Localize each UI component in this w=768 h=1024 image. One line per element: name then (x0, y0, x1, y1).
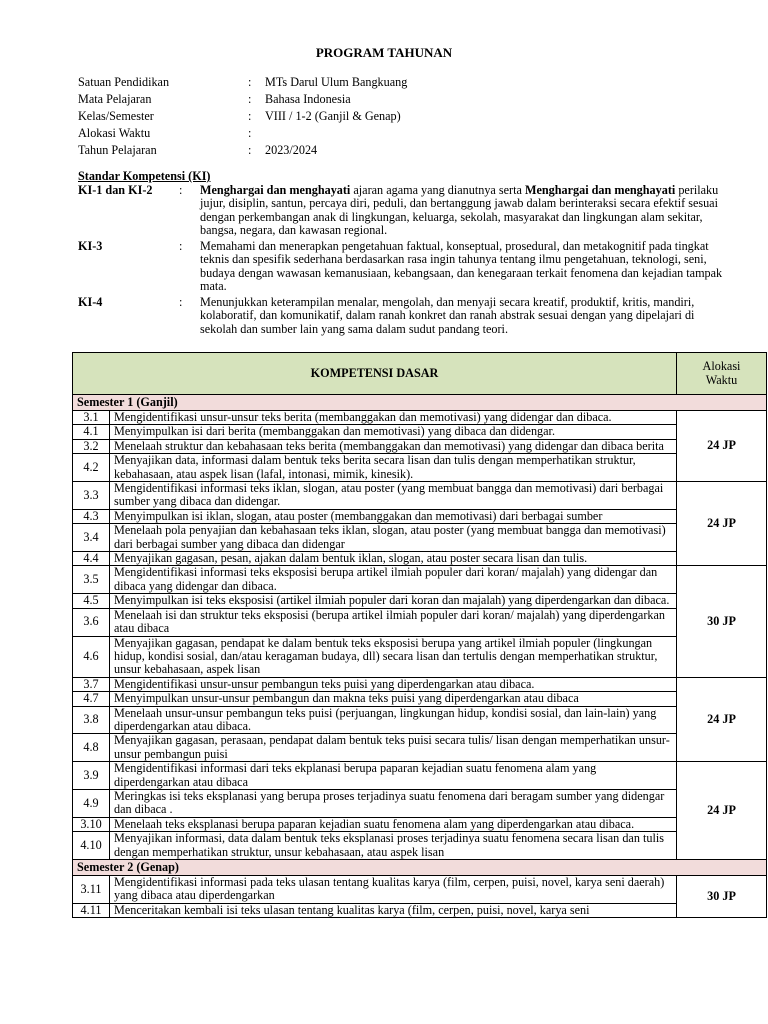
kd-number: 4.11 (73, 903, 110, 917)
table-row (73, 482, 767, 510)
table-row (73, 876, 767, 904)
colon: : (179, 239, 183, 253)
kd-description: Menelaah pola penyajian dan kebahasaan teks iklan, slogan, atau poster (yang membuat bangga dan memotivasi) dari berbagai sumber yang dibaca dan didengar (110, 524, 677, 552)
kd-description: Mengidentifikasi informasi dari teks ekplanasi berupa paparan kejadian suatu fenomena alam yang diperdengarkan atau dibaca (110, 762, 677, 790)
kd-number: 3.10 (73, 817, 110, 831)
kd-description: Menyimpulkan isi iklan, slogan, atau poster (membanggakan dan memotivasi) dari berbagai sumber (110, 509, 677, 523)
semester-row (73, 860, 767, 876)
colon: : (248, 109, 252, 123)
identity-value: Bahasa Indonesia (265, 92, 351, 106)
identity-row (78, 108, 407, 125)
identity-row (78, 91, 407, 108)
colon: : (248, 143, 252, 157)
kd-number: 3.7 (73, 677, 110, 691)
kd-description: Meringkas isi teks eksplanasi yang berupa proses terjadinya suatu fenomena dari beragam sumber yang didengar dan dibaca . (110, 789, 677, 817)
kd-number: 3.9 (73, 762, 110, 790)
identity-row (78, 125, 407, 142)
kd-number: 4.7 (73, 692, 110, 706)
colon: : (248, 75, 252, 89)
kd-description: Menelaah struktur dan kebahasaan teks berita (membanggakan dan memotivasi) yang didengar dan dibaca berita (110, 439, 677, 453)
table-row (73, 636, 767, 677)
table-row (73, 762, 767, 790)
identity-label: Mata Pelajaran (78, 92, 152, 106)
semester-row (73, 395, 767, 411)
ki-text (200, 184, 728, 238)
kd-number: 3.3 (73, 482, 110, 510)
identity-value: VIII / 1-2 (Ganjil & Genap) (265, 109, 401, 123)
colon: : (179, 295, 183, 309)
table-row (73, 789, 767, 817)
table-row (73, 817, 767, 831)
table-row (73, 903, 767, 917)
kd-number: 4.9 (73, 789, 110, 817)
kd-description: Menyajikan gagasan, pendapat ke dalam bentuk teks eksposisi berupa yang artikel ilmiah populer (lingkungan hidup, kondisi sosial, dan/atau keragaman budaya, dll) secara lisan dan tertulis dengan memperhatikan struktur, unsur kebahasaan, aspek lisan (110, 636, 677, 677)
table-row (73, 677, 767, 691)
ki-3 (78, 240, 728, 294)
kd-description: Menyimpulkan isi teks eksposisi (artikel ilmiah populer dari koran dan majalah) yang diperdengarkan dan dibaca. (110, 594, 677, 608)
table-row (73, 608, 767, 636)
kd-description: Mengidentifikasi informasi pada teks ulasan tentang kualitas karya (film, cerpen, puisi, novel, karya seni daerah) yang dibaca atau diperdengarkan (110, 876, 677, 904)
semester-label: Semester 2 (Genap) (73, 860, 767, 876)
ki-heading: Standar Kompetensi (KI) (78, 169, 211, 183)
kd-number: 3.1 (73, 411, 110, 425)
page-title: PROGRAM TAHUNAN (315, 45, 453, 60)
colon: : (248, 126, 252, 140)
table-row (73, 692, 767, 706)
header-alloc: Alokasi Waktu (677, 353, 767, 395)
kd-number: 3.4 (73, 524, 110, 552)
kd-number: 4.5 (73, 594, 110, 608)
colon: : (179, 183, 183, 197)
table-body (73, 395, 767, 918)
ki-label: KI-3 (78, 239, 103, 253)
table-header-row (73, 353, 767, 395)
alloc-value: 24 JP (677, 762, 767, 860)
kd-number: 3.8 (73, 706, 110, 734)
table-row (73, 425, 767, 439)
ki-label: KI-4 (78, 295, 103, 309)
kd-description: Mengidentifikasi informasi teks iklan, slogan, atau poster (yang membuat bangga dan memotivasi) dari berbagai sumber yang dibaca dan didengar. (110, 482, 677, 510)
identity-label: Alokasi Waktu (78, 126, 151, 140)
identity-label: Tahun Pelajaran (78, 143, 157, 157)
ki-text: Menunjukkan keterampilan menalar, mengolah, dan menyaji secara kreatif, produktif, kritis, mandiri, kolaboratif, dan komunikatif, dalam ranah konkret dan ranah abstrak sesuai dengan yang dipelajari di sekolah dan sumber lain yang sama dalam sudut pandang teori. (200, 295, 695, 336)
ki-text-part: perilaku jujur, disiplin, santun, percaya diri, peduli, dan bertanggung jawab dalam berinteraksi secara efektif sesuai dengan perkembangan anak di lingkungan, keluarga, sekolah, masyarakat dan lingkungan alam sekitar, bangsa, negara, dan kawasan regional. (200, 183, 719, 238)
kd-description: Menyimpulkan isi dari berita (membanggakan dan memotivasi) yang dibaca dan didengar. (110, 425, 677, 439)
kd-number: 4.8 (73, 734, 110, 762)
ki-text-part: ajaran agama yang dianutnya serta (350, 183, 525, 197)
identity-label: Kelas/Semester (78, 109, 154, 123)
identity-value: 2023/2024 (265, 143, 318, 157)
table-row (73, 552, 767, 566)
identity-row (78, 142, 407, 159)
table-row (73, 734, 767, 762)
kd-number: 4.10 (73, 832, 110, 860)
kd-number: 3.6 (73, 608, 110, 636)
alloc-value: 30 JP (677, 566, 767, 677)
kd-description: Menelaah unsur-unsur pembangun teks puisi (perjuangan, lingkungan hidup, kondisi sosial, dan lain-lain) yang diperdengarkan atau dibaca. (110, 706, 677, 734)
kd-number: 3.11 (73, 876, 110, 904)
kd-description: Mengidentifikasi unsur-unsur teks berita (membanggakan dan memotivasi) yang didengar dan dibaca. (110, 411, 677, 425)
ki-label: KI-1 dan KI-2 (78, 183, 153, 197)
colon: : (248, 92, 252, 106)
kd-description: Menelaah teks eksplanasi berupa paparan kejadian suatu fenomena alam yang diperdengarkan atau dibaca. (110, 817, 677, 831)
competency-table (72, 352, 767, 918)
kd-description: Mengidentifikasi informasi teks eksposisi berupa artikel ilmiah populer dari koran/ majalah) yang didengar dan dibaca yang didengar dan dibaca. (110, 566, 677, 594)
alloc-value: 30 JP (677, 876, 767, 918)
kd-description: Menelaah isi dan struktur teks eksposisi (berupa artikel ilmiah populer dari koran/ majalah) yang diperdengarkan atau dibaca (110, 608, 677, 636)
kd-number: 4.3 (73, 509, 110, 523)
ki-4 (78, 296, 728, 336)
table-row (73, 509, 767, 523)
kd-description: Mengidentifikasi unsur-unsur pembangun teks puisi yang diperdengarkan atau dibaca. (110, 677, 677, 691)
ki-bold: Menghargai dan menghayati (524, 183, 676, 197)
kd-description: Menyajikan gagasan, perasaan, pendapat dalam bentuk teks puisi secara tulis/ lisan dengan memperhatikan unsur-unsur pembangun puisi (110, 734, 677, 762)
table-row (73, 566, 767, 594)
kd-number: 4.4 (73, 552, 110, 566)
table-row (73, 594, 767, 608)
identity-row (78, 74, 407, 91)
kd-number: 3.2 (73, 439, 110, 453)
table-row (73, 524, 767, 552)
kd-description: Menyajikan data, informasi dalam bentuk teks berita secara lisan dan tulis dengan memperhatikan struktur, kebahasaan, atau aspek lisan (lafal, intonasi, mimik, kinesik). (110, 454, 677, 482)
table-row (73, 439, 767, 453)
identity-label: Satuan Pendidikan (78, 75, 170, 89)
ki-bold: Menghargai dan menghayati (200, 183, 351, 197)
kd-number: 4.1 (73, 425, 110, 439)
alloc-value: 24 JP (677, 482, 767, 566)
kd-number: 3.5 (73, 566, 110, 594)
table-row (73, 832, 767, 860)
ki-1-2 (78, 184, 728, 238)
identity-block (78, 74, 407, 159)
kd-description: Menceritakan kembali isi teks ulasan tentang kualitas karya (film, cerpen, puisi, novel, karya seni (110, 903, 677, 917)
table-row (73, 411, 767, 425)
kd-number: 4.6 (73, 636, 110, 677)
kd-number: 4.2 (73, 454, 110, 482)
table-row (73, 706, 767, 734)
semester-label: Semester 1 (Ganjil) (73, 395, 767, 411)
kd-description: Menyajikan gagasan, pesan, ajakan dalam bentuk iklan, slogan, atau poster secara lisan dan tulis. (110, 552, 677, 566)
header-kd: KOMPETENSI DASAR (73, 353, 677, 395)
ki-text: Memahami dan menerapkan pengetahuan faktual, konseptual, prosedural, dan metakognitif pada tingkat teknis dan spesifik sederhana berdasarkan rasa ingin tahunya tentang ilmu pengetahuan, teknologi, seni, budaya dengan wawasan kemanusiaan, kebangsaan, dan kenegaraan terkait fenomena dan kejadian tampak mata. (200, 239, 723, 294)
table-row (73, 454, 767, 482)
kd-description: Menyimpulkan unsur-unsur pembangun dan makna teks puisi yang diperdengarkan atau dibaca (110, 692, 677, 706)
alloc-value: 24 JP (677, 677, 767, 761)
identity-value: MTs Darul Ulum Bangkuang (265, 75, 408, 89)
kd-description: Menyajikan informasi, data dalam bentuk teks eksplanasi proses terjadinya suatu fenomena secara lisan dan tulis dengan memperhatikan struktur, unsur kebahasaan, atau aspek lisan (110, 832, 677, 860)
alloc-value: 24 JP (677, 411, 767, 482)
